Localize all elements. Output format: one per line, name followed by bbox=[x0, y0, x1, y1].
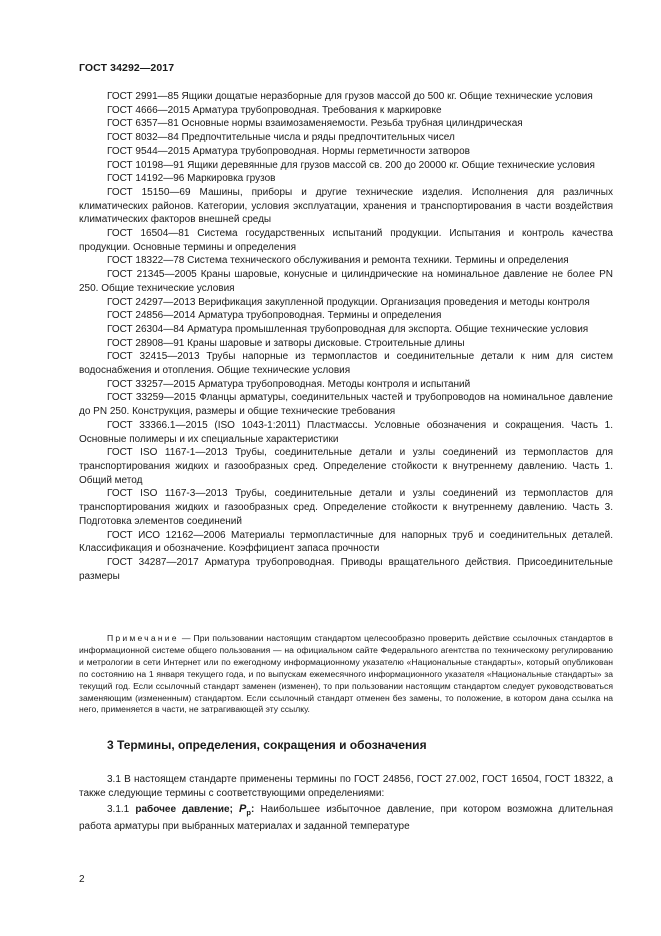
reference-item: ГОСТ 33259—2015 Фланцы арматуры, соединительных частей и трубопроводов на номинальное давление до PN 250. Конструкция, размеры и общие технические требования bbox=[79, 392, 613, 418]
note-text: — При пользовании настоящим стандартом целесообразно проверить действие ссылочных стандартов в информационной системе общего пользования — на официальном сайте Федерального агентства по техническому регулированию и метрологии в сети Интернет или по ежегодному информационному указателю «Национальные стандарты», который опубликован по состоянию на 1 января текущего года, и по выпускам ежемесячного информационного указателя «Национальные стандарты» за текущий год. Если ссылочный стандарт заменен (изменен), то при пользовании настоящим стандартом следует руководствоваться заменяющим (измененным) стандартом. Если ссылочный стандарт отменен без замены, то положение, в котором дана ссылка на него, применяется в части, не затрагивающей эту ссылку. bbox=[79, 633, 613, 715]
reference-item: ГОСТ 8032—84 Предпочтительные числа и ряды предпочтительных чисел bbox=[107, 132, 455, 144]
reference-item: ГОСТ ISO 1167-3—2013 Трубы, соединительные детали и узлы соединений из термопластов для транспортирования жидких и газообразных сред. Определение стойкости к внутреннему давлению. Часть 3. Подготовка элементов соединений bbox=[79, 488, 613, 527]
term-colon: : bbox=[250, 804, 255, 815]
reference-item: ГОСТ 34287—2017 Арматура трубопроводная. Приводы вращательного действия. Присоединительные размеры bbox=[79, 556, 613, 582]
reference-item: ГОСТ 6357—81 Основные нормы взаимозаменяемости. Резьба трубная цилиндрическая bbox=[107, 118, 523, 130]
term-symbol bbox=[239, 803, 251, 818]
reference-item: ГОСТ 10198—91 Ящики деревянные для грузов массой св. 200 до 20000 кг. Общие технические условия bbox=[107, 159, 595, 171]
reference-item: ГОСТ 14192—96 Маркировка грузов bbox=[107, 173, 276, 185]
reference-item: ГОСТ 32415—2013 Трубы напорные из термопластов и соединительные детали к ним для систем водоснабжения и отопления. Общие технические условия bbox=[79, 351, 613, 377]
term-definition: Наибольшее избыточное давление, при котором возможна длительная работа арматуры при выбранных материалах и заданной температуре bbox=[79, 804, 614, 832]
reference-item: ГОСТ 16504—81 Система государственных испытаний продукции. Испытания и контроль качества продукции. Основные термины и определения bbox=[79, 228, 613, 253]
reference-item: ГОСТ ИСО 12162—2006 Материалы термопластичные для напорных труб и соединительных деталей. Классификация и обозначение. Коэффициент запаса прочности bbox=[79, 529, 613, 555]
reference-item: ГОСТ ISO 1167-1—2013 Трубы, соединительные детали и узлы соединений из термопластов для транспортирования жидких и газообразных сред. Определение стойкости к внутреннему давлению. Часть 1. Общий метод bbox=[79, 447, 613, 486]
term-symbol-subscript: р bbox=[246, 808, 251, 818]
reference-item: ГОСТ 26304—84 Арматура промышленная трубопроводная для экспорта. Общие технические условия bbox=[107, 323, 589, 335]
reference-item: ГОСТ 4666—2015 Арматура трубопроводная. Требования к маркировке bbox=[107, 104, 442, 116]
reference-item: ГОСТ 18322—78 Система технического обслуживания и ремонта техники. Термины и определения bbox=[107, 255, 569, 267]
term-symbol-letter: P bbox=[239, 803, 247, 815]
note-paragraph bbox=[79, 633, 613, 716]
document-header: ГОСТ 34292—2017 bbox=[79, 62, 175, 74]
reference-item: ГОСТ 33257—2015 Арматура трубопроводная. Методы контроля и испытаний bbox=[107, 378, 471, 390]
reference-item: ГОСТ 24856—2014 Арматура трубопроводная. Термины и определения bbox=[107, 310, 442, 322]
reference-item: ГОСТ 24297—2013 Верификация закупленной продукции. Организация проведения и методы контроля bbox=[107, 296, 590, 308]
section-heading: 3 Термины, определения, сокращения и обозначения bbox=[107, 738, 427, 752]
reference-item: ГОСТ 28908—91 Краны шаровые и затворы дисковые. Строительные длины bbox=[107, 337, 465, 349]
reference-item: ГОСТ 33366.1—2015 (ISO 1043-1:2011) Пластмассы. Условные обозначения и сокращения. Часть 1. Основные полимеры и их специальные характеристики bbox=[79, 419, 613, 445]
paragraph-3-1-1 bbox=[79, 803, 613, 834]
page-number: 2 bbox=[79, 874, 85, 885]
normative-references-list bbox=[79, 90, 613, 583]
clause-number: 3.1.1 bbox=[107, 804, 136, 815]
reference-item: ГОСТ 21345—2005 Краны шаровые, конусные и цилиндрические на номинальное давление не более PN 250. Общие технические условия bbox=[79, 269, 613, 294]
reference-item: ГОСТ 2991—85 Ящики дощатые неразборные для грузов массой до 500 кг. Общие технические условия bbox=[107, 91, 593, 102]
reference-item: ГОСТ 15150—69 Машины, приборы и другие технические изделия. Исполнения для различных климатических районов. Категории, условия эксплуатации, хранения и транспортирования в части воздействия климатических факторов внешней среды bbox=[79, 186, 613, 226]
paragraph-3-1: 3.1 В настоящем стандарте применены термины по ГОСТ 24856, ГОСТ 27.002, ГОСТ 16504, ГОСТ 18322, а также следующие термины с соответствующими определениями: bbox=[79, 774, 613, 799]
note-label: Примечание bbox=[107, 633, 179, 643]
reference-item: ГОСТ 9544—2015 Арматура трубопроводная. Нормы герметичности затворов bbox=[107, 145, 470, 157]
term: рабочее давление; bbox=[135, 804, 233, 815]
